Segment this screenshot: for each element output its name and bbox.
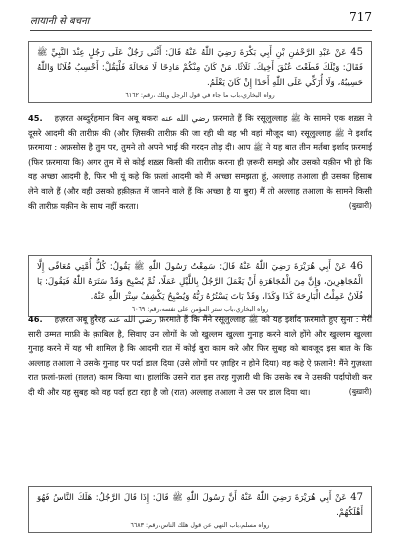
hadith-source: رواه البخاري،باب ما جاء في قول الرجل ويلك ،رقم: ٦١٦٢ [125, 92, 275, 99]
hadith-source: رواه البخاري،باب ستر المؤمن على نفسه،رقم: ٦٠٦٩ [131, 306, 269, 313]
arabic-body: عَنْ أَبِي هُرَيْرَةَ رَضِيَ اللّٰهُ عَنْهُ أَنَّ رَسُولَ اللّٰهِ ﷺ قَالَ: إِذَا قَالَ الرَّجُلُ: هَلَكَ النَّاسُ فَهُوَ أَهْلَكُهُمْ. [37, 493, 363, 518]
hadith-arabic-text [29, 42, 371, 91]
hadith-translation [28, 111, 372, 213]
translation-body: हज़रत अब्दुर्रहमान बिन अबू बकरः رضي الله عنه फ़रमाते हैं कि रसूलुल्लाह ﷺ के सामने एक शख़्स ने दूसरे आदमी की तारीफ़ की (और ज़िसकी तारीफ़ की जा रही थी वह भी वहां मौजूद था) रसूलुल्लाह ﷺ ने इर्शाद फ़रमाया : अफ़सोस है तुम पर, तुमने तो अपने भाई की गरदन तोड़ दी। आप ﷺ ने यह बात तीन मर्तबा इर्शाद फ़रमाई (फिर फ़रमाया कि) अगर तुम में से कोई शख़्स किसी की तारीफ़ करना ही ज़रूरी समझे और उसको यक़ीन भी हो कि वह अच्छा आदमी है, फिर भी यूं कहे कि फ़लां आदमी को मैं अच्छा समझता हूं, अल्लाह तआला ही उसका हिसाब लेने वाले हैं (और वही उसको हक़ीक़त में जानने वाले हैं कि अच्छा है या बुरा) मैं तो अल्लाह तआला के सामने किसी की तारीफ़ यक़ीन के साथ नहीं करता। [28, 113, 373, 211]
translation-body: हज़रत अबू हुरैरह رضي الله عنه फ़रमाते हैं कि मैंने रसूलुल्लाह ﷺ को यह इर्शाद फ़रमाते हुए सुना : मेरी सारी उम्मत माफ़ी के क़ाबिल है, सिवाए उन लोगों के जो खुल्लम खुल्ला गुनाह करने वाले होंगे और खुल्लम खुल्ला गुनाह करने में यह भी शामिल है कि आदमी रात में कोई बुरा काम करे और फिर सुबह को बावजूद इस बात के कि अल्लाह तआला ने उसके गुनाह पर पर्दा डाल दिया (उसे लोगों पर ज़ाहिर न होने दिया) वह कहे ऐ फ़लाने! मैंने गुज़श्ता रात फ़लां-फ़लां (ग़लत) काम किया था। हालांकि उसने रात इस तरह गुज़ारी थी कि उसके रब ने उसकी पर्दापोशी कर दी थी और यह सुबह को वह पर्दा हटा रहा है जो (रात) अल्लाह तआला ने उस पर डाल दिया था। [28, 314, 372, 397]
hadith-arabic-text [29, 487, 371, 521]
book-title: लायानी से बचना [30, 16, 90, 27]
translation-reference: (बुख़ारी) [348, 200, 372, 210]
hadith-number: 47 [350, 492, 364, 503]
hadith-arabic-box [28, 41, 372, 103]
hadith-arabic-box [28, 255, 372, 317]
hadith-source: رواه مسلم،باب النهي عن قول هلك الناس،رقم: ٦٦٨٣ [130, 522, 270, 529]
hadith-arabic-box [28, 486, 372, 533]
hadith-arabic-text [29, 256, 371, 305]
hadith-number: 45 [350, 47, 364, 58]
translation-number: 45. [28, 113, 43, 123]
translation-number: 46. [28, 314, 43, 324]
arabic-body: عَنْ عَبْدِ الرَّحْمٰنِ بْنِ أَبِي بَكْرَةَ رَضِيَ اللّٰهُ عَنْهُ قَالَ: أَثْنَى رَجُلٌ عَلَى رَجُلٍ عِنْدَ النَّبِيِّ ﷺ فَقَالَ: وَيْلَكَ قَطَعْتَ عُنُقَ أَخِيكَ. ثَلَاثًا. مَنْ كَانَ مِنْكُمْ مَادِحًا لَا مَحَالَةَ فَلْيَقُلْ: أَحْسِبُ فُلَانًا وَاللّٰهُ حَسِيبُهُ، وَلَا أُزَكِّي عَلَى اللّٰهِ أَحَدًا إِنْ كَانَ يَعْلَمُ. [37, 48, 363, 88]
hadith-number: 46 [350, 261, 364, 272]
translation-reference: (बुख़ारी) [348, 386, 372, 396]
page-number: 717 [349, 10, 372, 24]
page-header [30, 10, 372, 31]
hadith-translation [28, 312, 372, 400]
arabic-body: عَنْ أَبِي هُرَيْرَةَ رَضِيَ اللّٰهُ عَنْهُ قَالَ: سَمِعْتُ رَسُولَ اللّٰهِ ﷺ يَقُولُ: كُلُّ أُمَّتِي مُعَافًى إِلَّا الْمُجَاهِرِينَ، وَإِنَّ مِنَ الْمُجَاهَرَةِ أَنْ يَعْمَلَ الرَّجُلُ بِاللَّيْلِ عَمَلًا، ثُمَّ يُصْبِحَ وَقَدْ سَتَرَهُ اللّٰهُ فَيَقُولَ: يَا فُلَانُ عَمِلْتُ الْبَارِحَةَ كَذَا وَكَذَا، وَقَدْ بَاتَ يَسْتُرُهُ رَبُّهُ وَيُصْبِحُ يَكْشِفُ سِتْرَ اللّٰهِ عَنْهُ. [37, 262, 363, 302]
